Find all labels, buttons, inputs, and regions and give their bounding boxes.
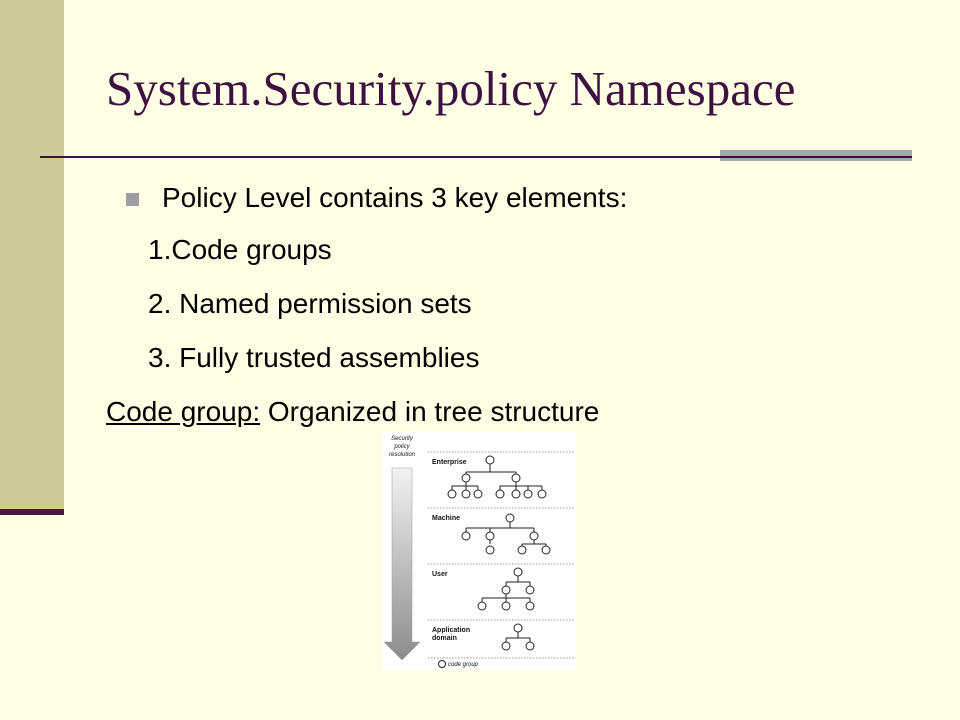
slide-title: System.Security.policy Namespace — [106, 61, 796, 116]
arrow-label-1: Security — [391, 436, 413, 442]
list-item-trusted-assemblies: 3. Fully trusted assemblies — [148, 342, 480, 373]
code-group-text: Organized in tree structure — [260, 396, 600, 427]
level-domain: domain — [432, 635, 457, 642]
left-decor-bar — [0, 0, 64, 512]
list-item-code-groups: 1.Code groups — [148, 234, 332, 265]
level-machine: Machine — [432, 515, 461, 522]
legend-label: code group — [448, 662, 479, 668]
level-application: Application — [432, 627, 471, 634]
legend-code-group-icon — [439, 661, 446, 668]
resolution-arrow — [384, 468, 420, 660]
code-group-line — [106, 396, 599, 428]
bullet-marker — [126, 193, 139, 206]
left-decor-line — [0, 509, 64, 515]
arrow-label-3: resolution — [388, 452, 416, 458]
policy-tree-diagram — [382, 432, 576, 670]
bullet-text: Policy Level contains 3 key elements: — [162, 182, 628, 213]
level-enterprise: Enterprise — [432, 459, 467, 466]
title-rule — [40, 156, 912, 158]
code-group-label: Code group: — [106, 396, 261, 427]
arrow-label-2: policy — [394, 444, 410, 450]
list-item-permission-sets: 2. Named permission sets — [148, 288, 472, 319]
level-user: User — [432, 571, 448, 578]
